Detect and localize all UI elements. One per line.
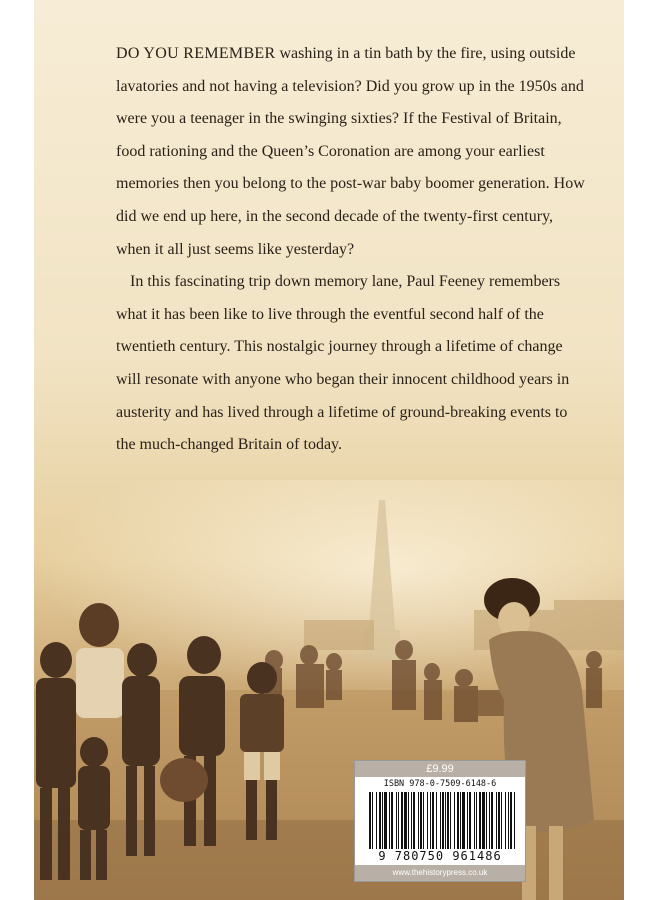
blurb-text <box>116 38 586 462</box>
blurb-paragraph-2: In this fascinating trip down memory lane, Paul Feeney remembers what it has been like to live through the eventful second half of the twentieth century. This nostalgic journey through a lifetime of change will resonate with anyone who began their innocent childhood years in austerity and has lived through a lifetime of ground-breaking events to the much-changed Britain of today. <box>116 273 570 454</box>
distant-buildings <box>304 600 624 650</box>
barcode-label <box>354 760 526 882</box>
publisher-url: www.thehistorypress.co.uk <box>355 865 525 881</box>
back-cover <box>34 0 624 900</box>
isbn-text: ISBN 978-0-7509-6148-6 <box>383 779 497 789</box>
blurb-lead: DO YOU REMEMBER <box>116 45 276 62</box>
blurb-paragraph-1-body: washing in a tin bath by the fire, using outside lavatories and not having a television? Did you grow up in the 1950s and were you a teenager in the swinging sixties? If the Festival of Britain, food rationing and the Queen’s Coronation are among your earliest memories then you belong to the post-war baby boomer generation. How did we end up here, in the second decade of the twenty-first century, when it all just seems like yesterday? <box>116 45 585 258</box>
barcode-bars <box>369 792 517 849</box>
blurb-paragraph-1 <box>116 38 586 266</box>
price-tag: £9.99 <box>355 761 525 777</box>
barcode-digits: 9 780750 961486 <box>378 849 502 863</box>
